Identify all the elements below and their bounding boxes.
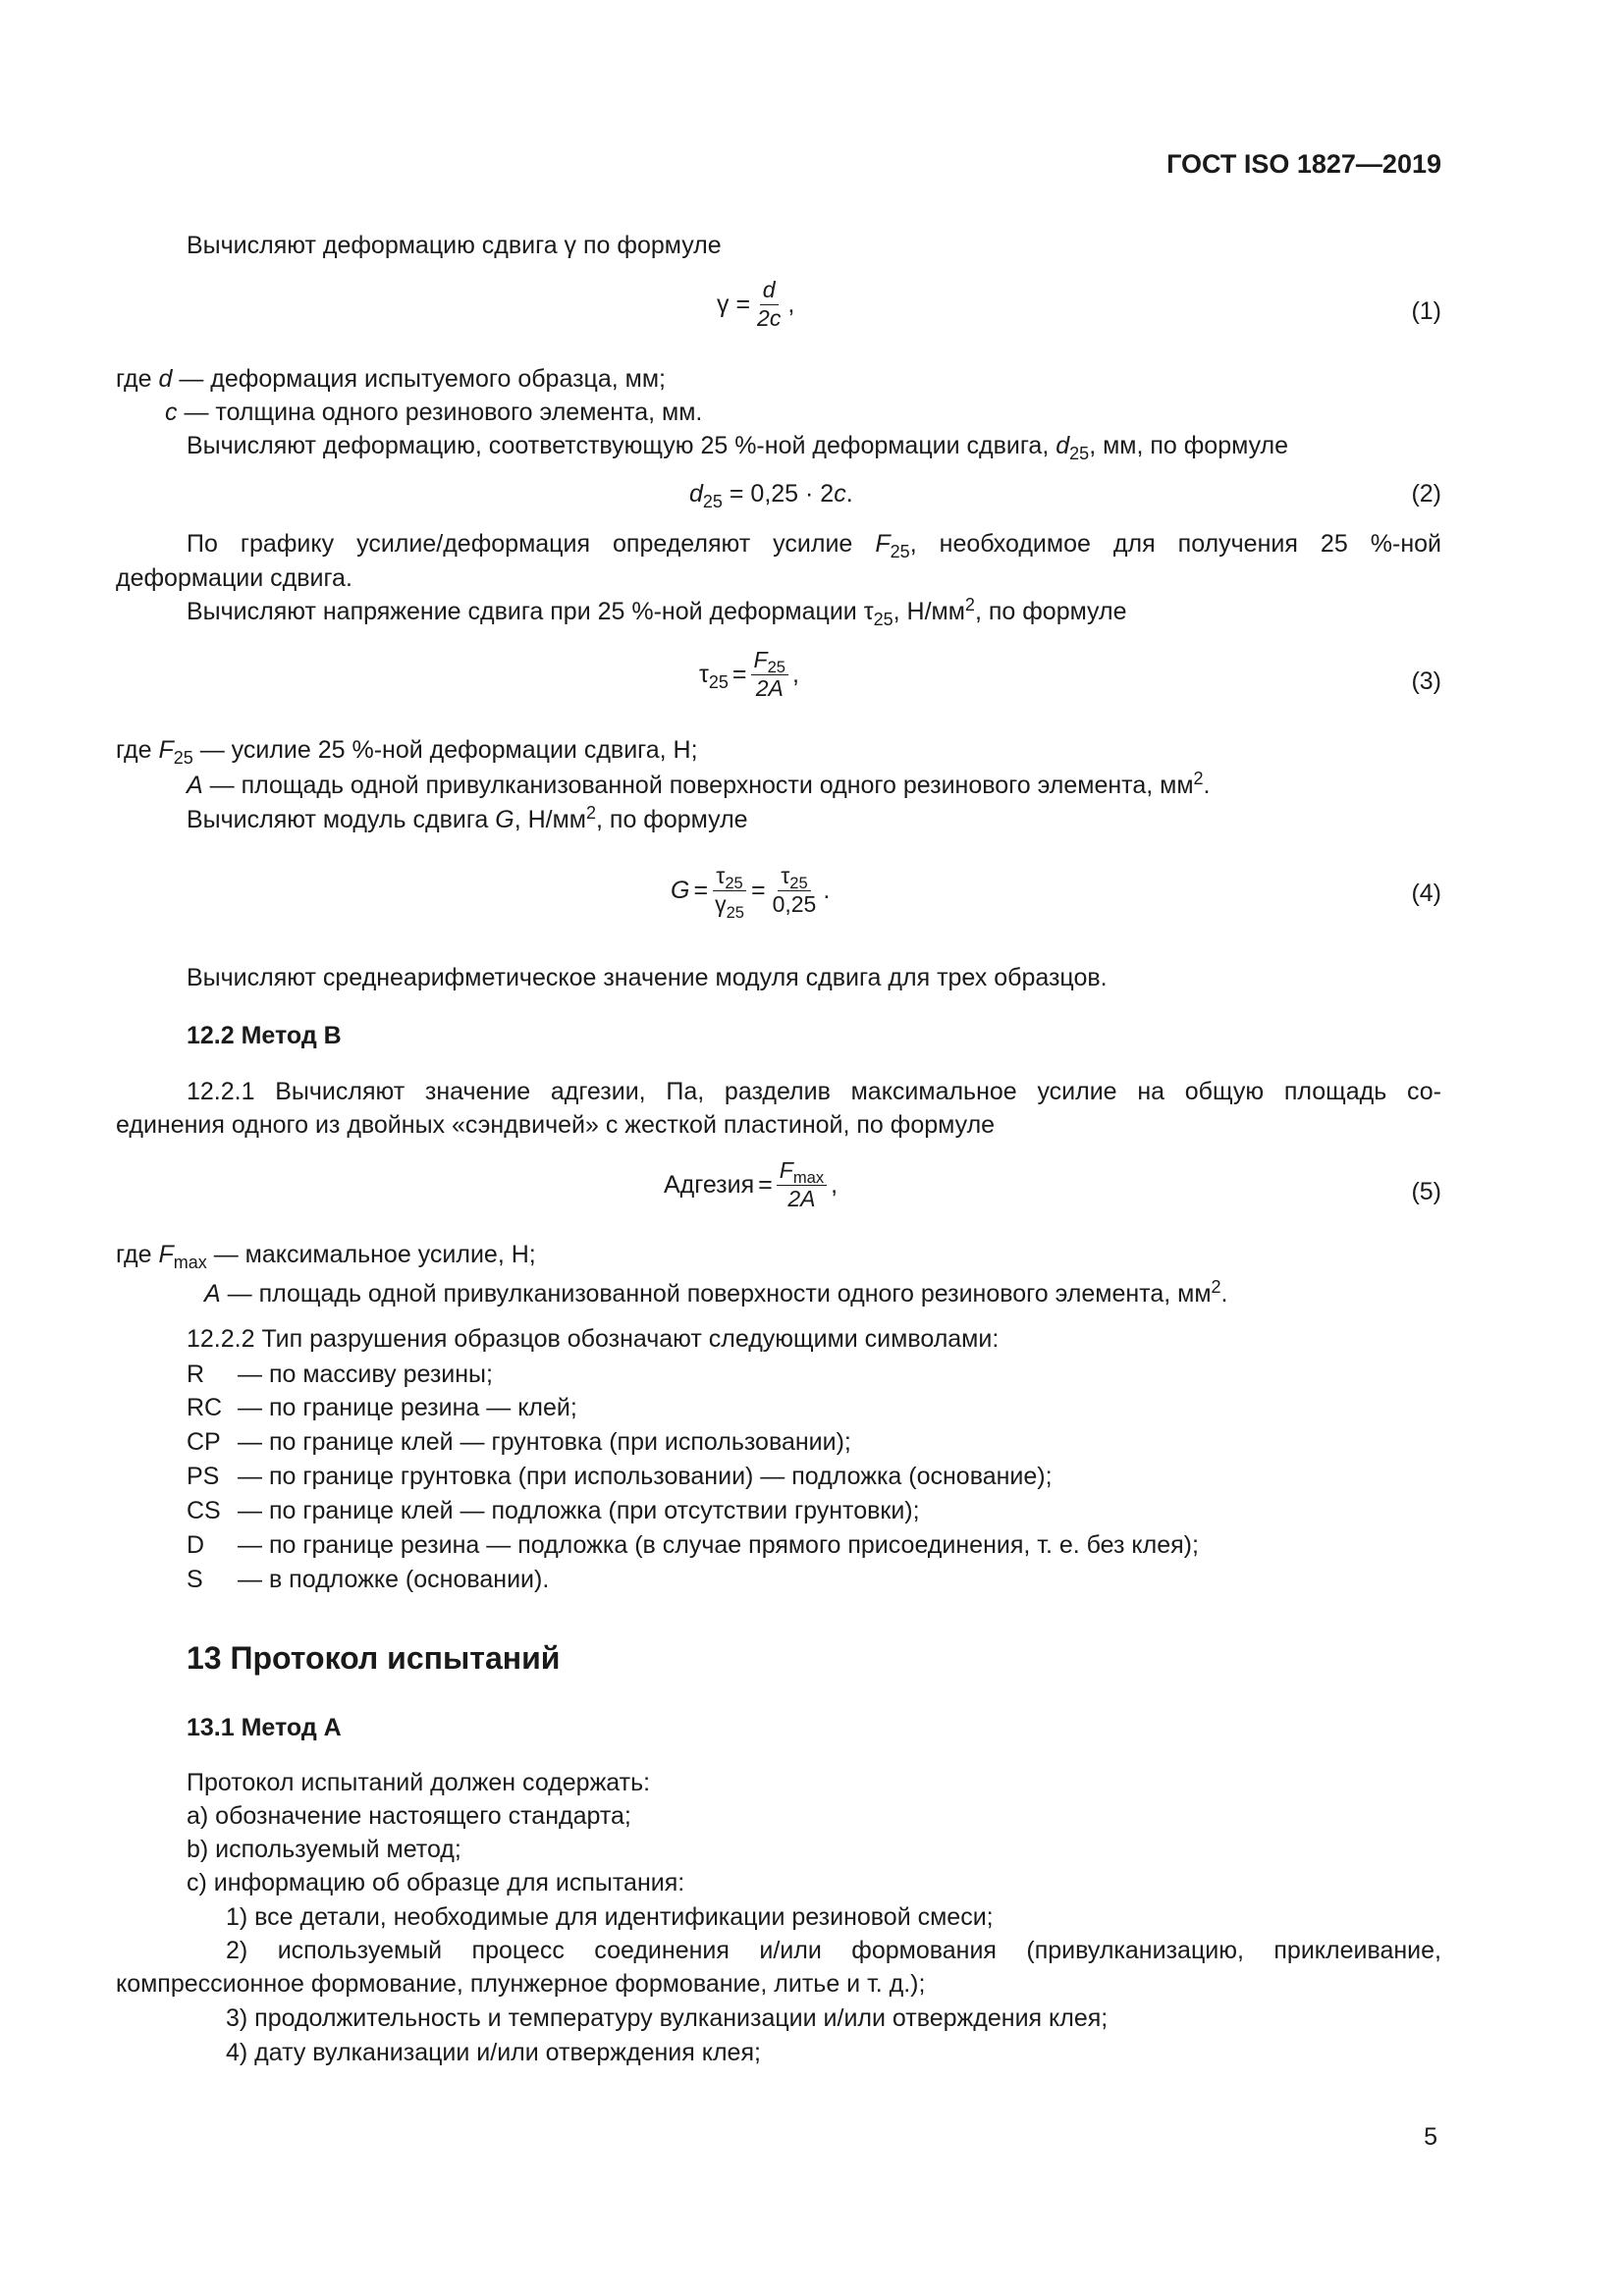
subscript: 25 — [1069, 443, 1090, 463]
paragraph-G-text: Вычисляют модуль сдвига — [187, 806, 489, 833]
formula-1-denominator: 2c — [757, 305, 782, 332]
list-item: b) используемый метод; — [187, 1836, 461, 1863]
superscript: 2 — [964, 595, 975, 614]
unit: , Н/мм — [514, 806, 586, 833]
paragraph-f25-tail: , необходимое для получения 25 %-ной — [909, 530, 1441, 558]
subscript: 25 — [173, 747, 193, 768]
paragraph-average: Вычисляют среднеарифметическое значение модуля сдвига для трех образцов. — [187, 964, 1108, 991]
where-c — [165, 399, 702, 427]
formula-1-tail: , — [787, 290, 795, 318]
failure-code: D — [187, 1531, 205, 1559]
paragraph-G — [187, 803, 748, 834]
formula-1-fraction — [754, 278, 784, 332]
failure-code: CP — [187, 1428, 221, 1456]
failure-code-text: — по массиву резины; — [238, 1361, 493, 1388]
formula-5-numerator — [777, 1158, 827, 1186]
where-A-2 — [204, 1277, 1228, 1308]
where-lead: где — [116, 1241, 152, 1268]
formula-5-tail: , — [831, 1170, 839, 1199]
subscript: 25 — [725, 874, 743, 893]
paragraph-G-tail: , по формуле — [596, 806, 748, 833]
formula-4-fraction-2 — [770, 864, 820, 918]
formula-4-fraction-1 — [712, 863, 747, 922]
failure-code-text: — по границе клей — подложка (при отсутствии грунтовки); — [238, 1497, 920, 1524]
paragraph-protocol: Протокол испытаний должен содержать: — [187, 1769, 651, 1796]
superscript: 2 — [1211, 1277, 1221, 1297]
symbol-tau: τ — [781, 863, 790, 888]
section-13-1-heading: 13.1 Метод А — [187, 1714, 342, 1741]
unit: , Н/мм — [893, 598, 965, 625]
formula-4-tail: . — [823, 876, 831, 904]
subscript: max — [173, 1252, 207, 1272]
failure-code: S — [187, 1566, 203, 1593]
paragraph-tau-tail: , по формуле — [974, 598, 1127, 625]
sublist-item-4: 4) дату вулканизации и/или отверждения клея; — [226, 2039, 761, 2066]
subscript: max — [792, 1168, 825, 1188]
failure-code-row — [187, 1531, 1199, 1560]
subscript: 25 — [708, 671, 729, 692]
formula-4-numerator-1 — [713, 864, 746, 891]
superscript: 2 — [1193, 769, 1204, 788]
equation-number-3: (3) — [1411, 667, 1441, 695]
paragraph-d25-text: Вычисляют деформацию, соответствующую 25 %-ной деформации сдвига, — [187, 432, 1050, 459]
failure-code-text: — по границе клей — грунтовка (при использовании); — [238, 1428, 851, 1456]
formula-1-numerator: d — [760, 278, 779, 305]
failure-code-row — [187, 1497, 920, 1525]
symbol-F: F — [158, 736, 174, 764]
symbol-c: c — [165, 399, 178, 426]
paragraph-12-2-1-line2: единения одного из двойных «сэндвичей» с жесткой пластиной, по формуле — [116, 1111, 996, 1139]
formula-3-tail: , — [792, 660, 799, 688]
failure-code-row — [187, 1463, 1053, 1491]
where-F25 — [116, 736, 698, 768]
symbol-F25: F — [875, 530, 891, 558]
where-A-tail: . — [1203, 772, 1211, 799]
list-item: a) обозначение настоящего стандарта; — [187, 1802, 631, 1830]
equation-number-1: (1) — [1411, 297, 1441, 325]
failure-code: PS — [187, 1463, 220, 1490]
failure-code-text: — в подложке (основании). — [238, 1566, 550, 1593]
failure-code-row — [187, 1394, 577, 1422]
sublist-item-1: 1) все детали, необходимые для идентификации резиновой смеси; — [226, 1903, 994, 1931]
subscript: 25 — [873, 609, 893, 629]
formula-4-denominator-1 — [712, 891, 747, 922]
where-F25-text: — усилие 25 %-ной деформации сдвига, Н; — [199, 736, 698, 764]
formula-2 — [689, 480, 853, 511]
failure-code-row — [187, 1428, 851, 1457]
list-item: c) информацию об образце для испытания: — [187, 1869, 685, 1896]
formula-4-lhs: G — [671, 876, 690, 904]
paragraph-tau — [187, 595, 1127, 629]
formula-4-denominator-2: 0,25 — [772, 891, 817, 918]
failure-code-text: — по границе резина — подложка (в случае прямого присоединения, т. е. без клея); — [238, 1531, 1199, 1559]
symbol-d25: d — [1056, 432, 1070, 459]
formula-5-denominator: 2A — [787, 1186, 816, 1212]
paragraph-d25-tail: , мм, по формуле — [1089, 432, 1289, 459]
equation-number-4: (4) — [1411, 880, 1441, 907]
paragraph-intro: Вычисляют деформацию сдвига γ по формуле — [187, 232, 722, 259]
symbol-gamma: γ — [715, 891, 727, 918]
symbol-tau: τ — [716, 863, 726, 888]
failure-code: R — [187, 1361, 205, 1388]
formula-2-symbol: d — [689, 480, 703, 507]
failure-code-row — [187, 1361, 493, 1389]
formula-3 — [699, 648, 799, 702]
equals-sign: = — [693, 876, 709, 904]
symbol-F: F — [158, 1241, 174, 1268]
failure-code-row — [187, 1566, 549, 1594]
sublist-item-3: 3) продолжительность и температуру вулканизации и/или отверждения клея; — [226, 2004, 1109, 2032]
formula-4 — [671, 863, 831, 922]
formula-3-fraction — [751, 648, 788, 702]
paragraph-12-2-2: 12.2.2 Тип разрушения образцов обозначают следующими символами: — [187, 1325, 1000, 1353]
formula-2-body: = 0,25 · 2 — [722, 480, 835, 507]
subscript: 25 — [726, 902, 744, 922]
paragraph-f25-line1 — [116, 530, 1441, 559]
formula-1-lhs: γ = — [717, 290, 751, 318]
paragraph-12-2-1-line1: 12.2.1 Вычисляют значение адгезии, Па, разделив максимальное усилие на общую площадь со- — [187, 1078, 1441, 1105]
equals-sign: = — [750, 876, 766, 904]
formula-2-tail: . — [845, 480, 853, 507]
where-lead: где — [116, 736, 152, 764]
subscript: 25 — [702, 491, 723, 511]
paragraph-d25 — [187, 432, 1289, 463]
where-c-text: — толщина одного резинового элемента, мм. — [184, 399, 703, 426]
formula-5 — [664, 1158, 838, 1212]
where-A-text: — площадь одной привулканизованной поверхности одного резинового элемента, мм — [209, 772, 1194, 799]
subscript: 25 — [789, 874, 808, 893]
formula-5-lhs: Адгезия — [664, 1170, 755, 1199]
where-d — [116, 365, 666, 394]
failure-code: RC — [187, 1394, 223, 1421]
document-id: ГОСТ ISO 1827—2019 — [1166, 149, 1441, 179]
paragraph-f25-line2: деформации сдвига. — [116, 564, 352, 592]
symbol-d: d — [158, 365, 173, 393]
formula-1 — [717, 278, 794, 332]
subscript: 25 — [890, 541, 910, 561]
paragraph-tau-text: Вычисляют напряжение сдвига при 25 %-ной деформации — [187, 598, 857, 625]
subscript: 25 — [767, 658, 785, 677]
where-A-text: — площадь одной привулканизованной поверхности одного резинового элемента, мм — [227, 1280, 1212, 1308]
symbol-A: A — [204, 1280, 221, 1308]
symbol-F: F — [779, 1157, 793, 1183]
symbol-tau: τ — [863, 598, 874, 625]
failure-code-text: — по границе грунтовка (при использовании) — подложка (основание); — [238, 1463, 1053, 1490]
equation-number-2: (2) — [1411, 480, 1441, 507]
failure-code: CS — [187, 1497, 221, 1524]
section-12-2-heading: 12.2 Метод В — [187, 1022, 342, 1049]
formula-3-numerator — [751, 648, 788, 675]
formula-3-denominator: 2A — [755, 675, 784, 702]
where-A — [187, 769, 1211, 800]
equals-sign: = — [758, 1170, 773, 1199]
section-13-heading: 13 Протокол испытаний — [187, 1640, 561, 1676]
superscript: 2 — [586, 803, 597, 823]
symbol-F: F — [753, 647, 768, 672]
equation-number-5: (5) — [1411, 1178, 1441, 1205]
formula-5-fraction — [777, 1158, 827, 1212]
where-Fmax — [116, 1241, 536, 1272]
formula-3-lhs — [699, 660, 729, 692]
equals-sign: = — [731, 660, 747, 688]
symbol-G: G — [495, 806, 514, 833]
formula-3-symbol: τ — [699, 660, 709, 688]
paragraph-f25-text: По графику усилие/деформация определяют усилие — [187, 530, 853, 558]
symbol-A: A — [187, 772, 203, 799]
formula-2-c: c — [834, 480, 846, 507]
formula-4-numerator-2 — [778, 864, 811, 891]
page-number: 5 — [1424, 2123, 1437, 2151]
where-d-text: — деформация испытуемого образца, мм; — [179, 365, 666, 393]
sublist-item-2-line2: компрессионное формование, плунжерное формование, литье и т. д.); — [116, 1970, 926, 1998]
failure-code-text: — по границе резина — клей; — [238, 1394, 577, 1421]
sublist-item-2-line1: 2) используемый процесс соединения и/или формования (привулканизацию, приклеивание, — [226, 1937, 1441, 1964]
where-A-tail: . — [1220, 1280, 1228, 1308]
where-Fmax-text: — максимальное усилие, Н; — [213, 1241, 536, 1268]
where-lead: где — [116, 365, 152, 393]
